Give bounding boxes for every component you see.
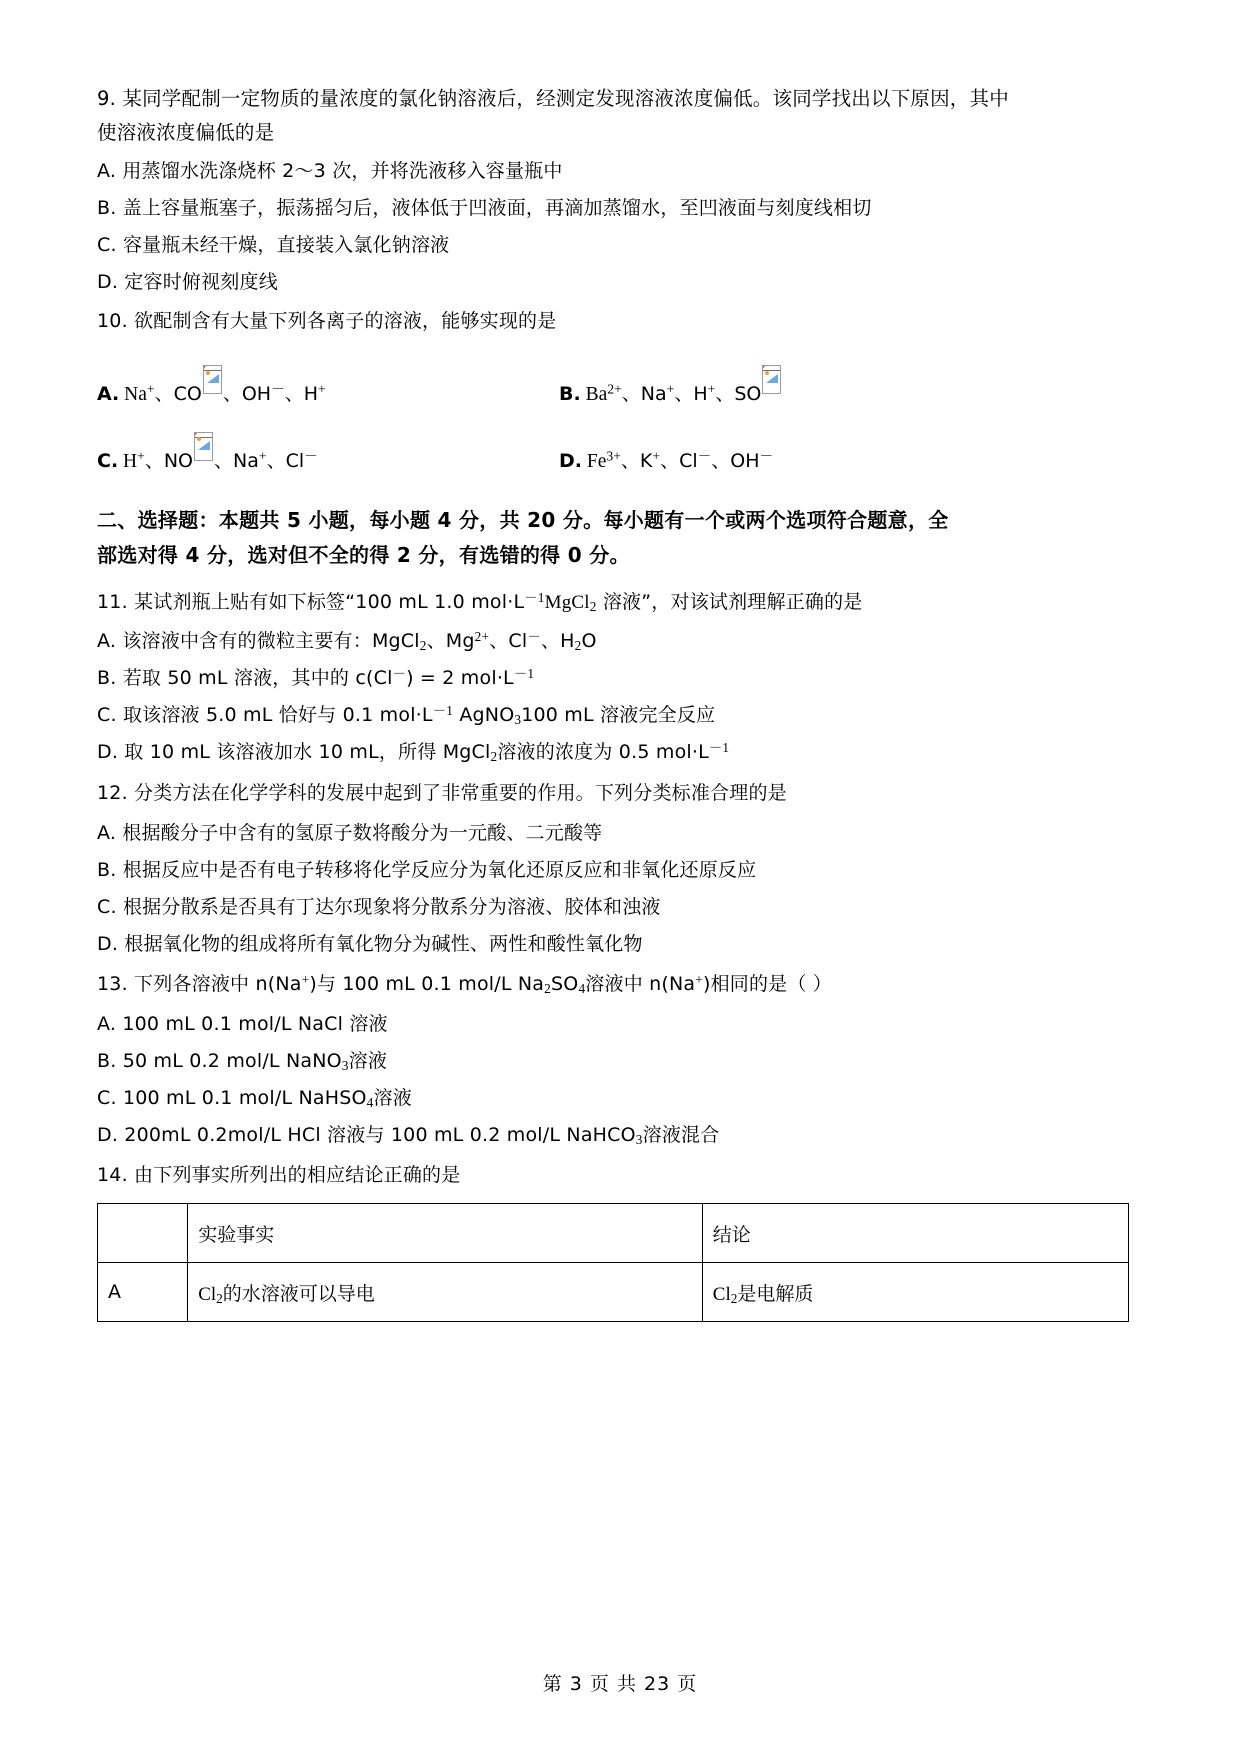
table-header-row — [98, 1204, 1129, 1263]
option-a-mid-3: 、H — [540, 630, 575, 653]
question-14-stem: 14. 由下列事实所列出的相应结论正确的是 — [97, 1164, 461, 1187]
option-b-sep-3: 、SO — [715, 382, 762, 405]
option-c-label: C. — [97, 449, 119, 472]
question-11-stem-formula: MgCl — [544, 592, 590, 614]
option-c-end: 100 mL 溶液完全反应 — [521, 704, 716, 727]
table-cell-fact — [188, 1263, 703, 1322]
question-11 — [97, 590, 1153, 765]
option-b-ion-1-charge: 2+ — [607, 381, 622, 397]
option-c-ion-1: H — [123, 450, 138, 472]
question-13-sub-2: 4 — [578, 981, 586, 997]
question-10-option-b[interactable] — [559, 365, 1153, 406]
option-b-ion-2-charge: + — [666, 381, 675, 397]
option-b-sup-2: －1 — [513, 666, 535, 682]
option-d-text: D. 取 10 mL 该溶液加水 10 mL，所得 MgCl — [97, 741, 491, 764]
question-13-option-c[interactable] — [97, 1087, 1153, 1111]
option-b-sep-2: 、H — [674, 382, 708, 405]
question-10-options-row-1 — [97, 365, 1153, 406]
option-b-text: B. 若取 50 mL 溶液，其中的 c(Cl — [97, 667, 393, 690]
broken-image-icon — [194, 432, 213, 461]
option-a-ion-2-charge: － — [271, 381, 285, 397]
option-b-ion-1: Ba — [585, 383, 608, 405]
option-c-ion-1-charge: + — [137, 448, 145, 464]
conclusion-text: 是电解质 — [737, 1282, 814, 1305]
option-b-label: B. — [559, 382, 581, 405]
question-11-option-d[interactable] — [97, 740, 1153, 765]
question-10-option-a[interactable] — [97, 365, 559, 406]
page-content — [97, 82, 1153, 1340]
option-b-sup-1: － — [392, 666, 407, 682]
question-10-options-row-2 — [97, 432, 1153, 473]
option-c-ion-3-charge: － — [304, 448, 318, 464]
option-a-ion-1-charge: + — [146, 381, 155, 397]
question-11-stem-exponent: －1 — [524, 590, 545, 606]
option-c-sub: 4 — [366, 1095, 374, 1111]
option-a-sep-1: 、CO — [154, 382, 202, 405]
table-cell-conclusion — [702, 1263, 1128, 1322]
question-11-stem-pre: 11. 某试剂瓶上贴有如下标签“100 mL 1.0 mol·L — [97, 591, 525, 614]
question-9-option-a[interactable]: A. 用蒸馏水洗涤烧杯 2～3 次，并将洗液移入容量瓶中 — [97, 160, 563, 183]
question-12-option-b[interactable]: B. 根据反应中是否有电子转移将化学反应分为氧化还原反应和非氧化还原反应 — [97, 859, 757, 882]
section-2-heading-line-2: 部选对得 4 分，选对但不全的得 2 分，有选错的得 0 分。 — [97, 542, 630, 567]
question-14-table — [97, 1203, 1129, 1322]
option-c-sep-1: 、NO — [144, 449, 194, 472]
broken-image-icon — [203, 365, 222, 394]
question-12 — [97, 784, 1153, 954]
question-9-option-b[interactable]: B. 盖上容量瓶塞子，振荡摇匀后，液体低于凹液面，再滴加蒸馏水，至凹液面与刻度线相切 — [97, 197, 872, 220]
question-13-mid-3: 溶液中 n(Na — [585, 973, 696, 996]
question-11-option-c[interactable] — [97, 703, 1153, 728]
option-c-sup-1: －1 — [432, 703, 454, 719]
question-12-option-a[interactable]: A. 根据酸分子中含有的氢原子数将酸分为一元酸、二元酸等 — [97, 822, 603, 845]
option-a-sub-2: 2 — [574, 638, 582, 654]
question-10-stem: 10. 欲配制含有大量下列各离子的溶液，能够实现的是 — [97, 310, 557, 333]
option-b-text: B. 50 mL 0.2 mol/L NaNO — [97, 1050, 342, 1073]
question-11-option-b[interactable] — [97, 666, 1153, 690]
option-d-sep-1: 、K — [620, 449, 653, 472]
question-13-option-d[interactable] — [97, 1124, 1153, 1148]
option-c-ion-2-charge: + — [258, 448, 267, 464]
table-row — [98, 1263, 1129, 1322]
option-d-ion-1: Fe — [586, 450, 607, 472]
question-13-sup-1: + — [301, 972, 310, 988]
option-b-ion-3-charge: + — [707, 381, 716, 397]
conclusion-formula-sub: 2 — [730, 1290, 738, 1306]
option-c-sub-1: 3 — [514, 712, 522, 728]
option-d-ion-1-charge: 3+ — [606, 448, 621, 464]
question-14 — [97, 1166, 1153, 1322]
question-13-mid-1: )与 100 mL 0.1 mol/L Na — [309, 973, 545, 996]
fact-formula-sub: 2 — [216, 1290, 223, 1306]
option-c-end: 溶液 — [373, 1087, 412, 1110]
option-d-sub: 3 — [635, 1132, 643, 1148]
option-d-label: D. — [559, 449, 582, 472]
question-13-sub-1: 2 — [544, 981, 552, 997]
option-b-sub: 3 — [341, 1058, 349, 1074]
fact-formula: Cl — [198, 1283, 217, 1305]
question-11-stem — [97, 590, 1153, 615]
option-b-end: 溶液 — [348, 1050, 388, 1073]
question-9-option-c[interactable]: C. 容量瓶未经干燥，直接装入氯化钠溶液 — [97, 234, 450, 257]
section-2-heading-line-1: 二、选择题：本题共 5 小题，每小题 4 分，共 20 分。每小题有一个或两个选项符合题意，全 — [97, 507, 949, 532]
broken-image-icon — [762, 365, 781, 394]
question-12-option-d[interactable]: D. 根据氧化物的组成将所有氧化物分为碱性、两性和酸性氧化物 — [97, 933, 643, 956]
option-a-ion-1: Na — [124, 383, 147, 405]
option-a-mid-1: 、Mg — [426, 630, 475, 653]
option-a-sup-1: 2+ — [474, 629, 490, 645]
option-d-sep-2: 、Cl — [660, 449, 698, 472]
option-a-sub-1: 2 — [419, 638, 427, 654]
option-a-end: O — [581, 630, 597, 653]
option-d-ion-2-charge: + — [652, 448, 661, 464]
question-13 — [97, 972, 1153, 1148]
question-13-stem-pre: 13. 下列各溶液中 n(Na — [97, 973, 302, 996]
option-a-sup-2: － — [527, 629, 541, 645]
question-10 — [97, 312, 1153, 473]
question-10-option-d[interactable] — [559, 446, 1153, 473]
conclusion-formula: Cl — [712, 1283, 731, 1305]
table-header-conclusion: 结论 — [702, 1204, 1128, 1263]
question-11-stem-subscript: 2 — [589, 599, 597, 615]
question-9-option-d[interactable]: D. 定容时俯视刻度线 — [97, 271, 278, 294]
question-13-option-a[interactable]: A. 100 mL 0.1 mol/L NaCl 溶液 — [97, 1013, 388, 1036]
question-9-stem-line-1: 9. 某同学配制一定物质的量浓度的氯化钠溶液后，经测定发现溶液浓度偏低。该同学找出以下原因，其中 — [97, 87, 1009, 110]
table-header-fact: 实验事实 — [188, 1204, 703, 1263]
option-d-ion-4-charge: － — [759, 448, 774, 464]
option-d-text: D. 200mL 0.2mol/L HCl 溶液与 100 mL 0.2 mol/L NaHCO — [97, 1124, 636, 1147]
question-13-stem — [97, 972, 1153, 997]
option-d-sup-1: －1 — [708, 740, 730, 756]
option-d-end: 溶液混合 — [642, 1124, 720, 1147]
option-a-label: A. — [97, 382, 120, 405]
table-header-index — [98, 1204, 188, 1263]
table-cell-index: A — [98, 1263, 188, 1322]
question-9-stem-line-2: 使溶液浓度偏低的是 — [97, 120, 275, 144]
question-13-mid-2: SO — [551, 973, 579, 996]
page-footer: 第 3 页 共 23 页 — [542, 1673, 698, 1695]
option-c-sep-3: 、Cl — [266, 449, 305, 472]
question-12-option-c[interactable]: C. 根据分散系是否具有丁达尔现象将分散系分为溶液、胶体和浊液 — [97, 896, 661, 919]
option-d-sep-3: 、OH — [711, 449, 760, 472]
fact-text: 的水溶液可以导电 — [222, 1282, 375, 1305]
question-12-stem: 12. 分类方法在化学学科的发展中起到了非常重要的作用。下列分类标准合理的是 — [97, 782, 787, 805]
option-d-mid: 溶液的浓度为 0.5 mol·L — [497, 741, 709, 764]
option-c-mid: AgNO — [453, 704, 515, 727]
option-c-text: C. 取该溶液 5.0 mL 恰好与 0.1 mol·L — [97, 704, 433, 727]
option-a-text: A. 该溶液中含有的微粒主要有：MgCl — [97, 630, 420, 653]
option-d-sub-1: 2 — [490, 749, 498, 765]
option-a-sep-2: 、OH — [222, 382, 272, 405]
option-c-text: C. 100 mL 0.1 mol/L NaHSO — [97, 1087, 367, 1110]
question-13-stem-end: )相同的是（ ） — [702, 973, 833, 996]
question-13-sup-2: + — [695, 972, 703, 988]
question-9 — [97, 82, 1153, 292]
question-11-stem-post: 溶液”，对该试剂理解正确的是 — [596, 591, 863, 614]
option-a-sep-3: 、H — [284, 382, 319, 405]
option-c-sep-2: 、Na — [214, 449, 259, 472]
option-a-ion-3-charge: + — [318, 381, 326, 397]
question-11-option-a[interactable] — [97, 629, 1153, 654]
option-d-ion-3-charge: － — [697, 448, 712, 464]
question-10-option-c[interactable] — [97, 432, 559, 473]
option-b-sep-1: 、Na — [621, 382, 667, 405]
option-a-mid-2: 、Cl — [489, 630, 528, 653]
option-b-mid: ) = 2 mol·L — [406, 667, 514, 690]
question-13-option-b[interactable] — [97, 1050, 1153, 1074]
section-2-heading — [97, 503, 1153, 573]
